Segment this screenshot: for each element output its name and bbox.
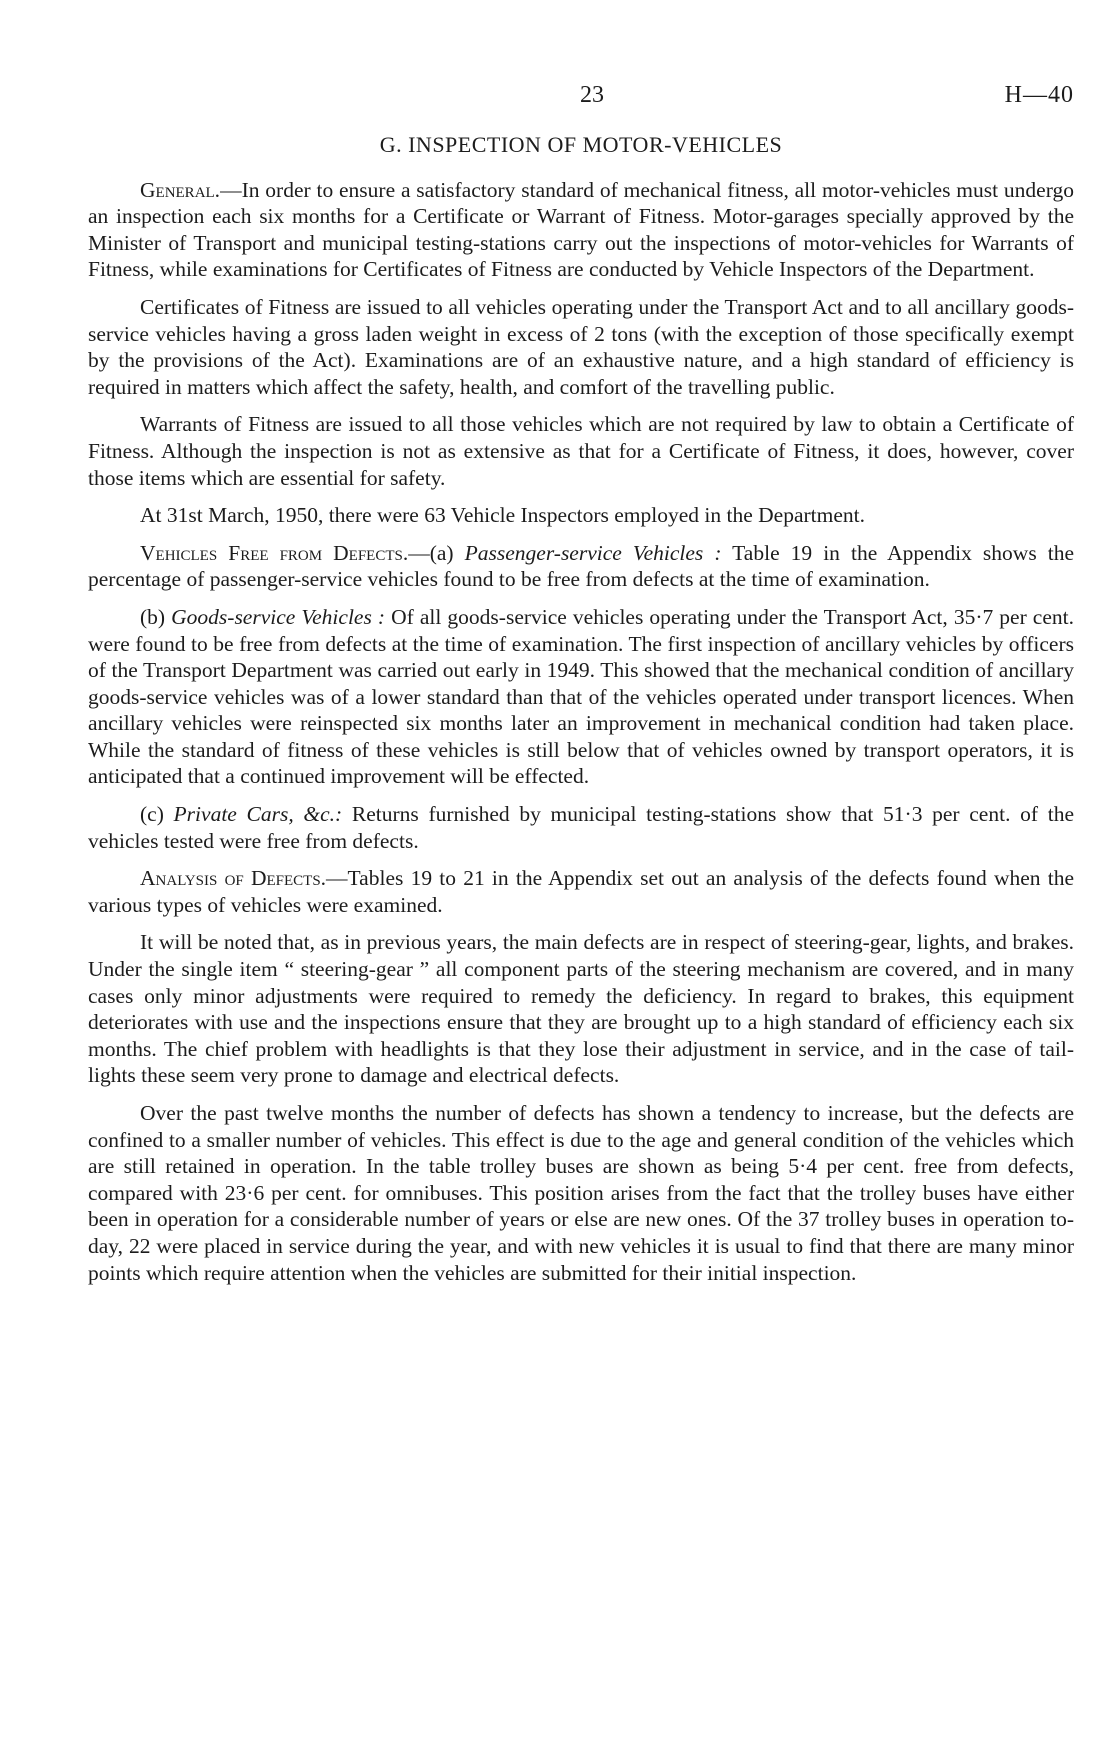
paragraph-subheading: Goods-service Vehicles : <box>171 604 386 629</box>
paragraph-dash: —(a) <box>408 540 465 565</box>
paragraph-defect-increase: Over the past twelve months the number of defects has shown a tendency to increase, but the defects are confined to a smaller number of vehicles. This effect is due to the age and general condition of the vehicles which are still retained in operation. In the table trolley buses are shown as being 5·4 per cent. free from defects, compared with 23·6 per cent. for omnibuses. This position arises from the fact that the trolley buses have either been in operation for a considerable number of years or else are new ones. Of the 37 trolley buses in operation to-day, 22 were placed in service during the year, and with new vehicles it is usual to find that there are many minor points which require attention when the vehicles are submitted for their initial inspection. <box>88 1101 1074 1285</box>
paragraph-subheading: Private Cars, &c.: <box>173 802 343 827</box>
paragraph-label: (c) <box>140 802 174 827</box>
page-header <box>88 72 1074 118</box>
paragraph-text: —Tables 19 to 21 in the Appendix set out an analysis of the defects found when the various types of vehicles were examined. <box>88 866 1074 917</box>
paragraph-private-cars <box>88 801 1074 854</box>
paragraph-subheading: Passenger-service Vehicles : <box>464 540 722 565</box>
paragraph-general <box>88 177 1074 283</box>
page-number: 23 <box>580 82 604 108</box>
paragraph-text: —In order to ensure a satisfactory standard of mechanical fitness, all motor-vehicles must undergo an inspection each six months for a Certificate or Warrant of Fitness. Motor-garages specially approved by the Minister of Transport and municipal testing-stations carry out the inspections of motor-vehicles for Warrants of Fitness, while examinations for Certificates of Fitness are conducted by Vehicle Inspectors of the Department. <box>88 177 1074 282</box>
paragraph-goods-service <box>88 604 1074 790</box>
page-reference: H—40 <box>1004 82 1074 108</box>
paragraph-text: Returns furnished by municipal testing-stations show that 51·3 per cent. of the vehicles tested were free from defects. <box>88 802 1074 853</box>
paragraph-main-defects: It will be noted that, as in previous years, the main defects are in respect of steering-gear, lights, and brakes. Under the single item “ steering-gear ” all component parts of the steering mechanism are covered, and in many cases only minor adjustments were required to remedy the deficiency. In regard to brakes, this equipment deteriorates with use and the inspections ensure that they are brought up to a high standard of efficiency each six months. The chief problem with headlights is that they lose their adjustment in service, and in the case of tail-lights these seem very prone to damage and electrical defects. <box>88 930 1074 1088</box>
paragraph-lead: Analysis of Defects. <box>140 866 327 891</box>
section-title: G. INSPECTION OF MOTOR-VEHICLES <box>379 132 783 157</box>
paragraph-certificates: Certificates of Fitness are issued to all vehicles operating under the Transport Act and to all ancillary goods-service vehicles having a gross laden weight in excess of 2 tons (with the exception of those specifically exempt by the provisions of the Act). Examinations are of an exhaustive nature, and a high standard of efficiency is required in matters which affect the safety, health, and comfort of the travelling public. <box>88 294 1074 399</box>
paragraph-text: Of all goods-service vehicles operating under the Transport Act, 35·7 per cent. were found to be free from defects at the time of examination. The first inspection of ancillary vehicles by officers of the Transport Department was carried out early in 1949. This showed that the mechanical condition of ancillary goods-service vehicles was of a lower standard than that of the vehicles operated under transport licences. When ancillary vehicles were reinspected six months later an improvement in mechanical condition had taken place. While the standard of fitness of these vehicles is still below that of vehicles owned by transport operators, it is anticipated that a continued improvement will be effected. <box>88 604 1074 789</box>
paragraph-text: Table 19 in the Appendix shows the percentage of passenger-service vehicles found to be free from defects at the time of examination. <box>88 540 1075 592</box>
document-page <box>88 72 1074 1297</box>
paragraph-label: (b) <box>140 604 172 629</box>
paragraph-lead: Vehicles Free from Defects. <box>140 540 409 565</box>
paragraph-warrants: Warrants of Fitness are issued to all those vehicles which are not required by law to obtain a Certificate of Fitness. Although the inspection is not as extensive as that for a Certificate of Fitness, it does, however, cover those items which are essential for safety. <box>88 412 1074 490</box>
paragraph-inspectors: At 31st March, 1950, there were 63 Vehicle Inspectors employed in the Department. <box>140 503 866 528</box>
paragraph-analysis <box>88 865 1074 918</box>
paragraph-lead: General. <box>140 177 221 202</box>
paragraph-free-defects <box>88 540 1074 593</box>
